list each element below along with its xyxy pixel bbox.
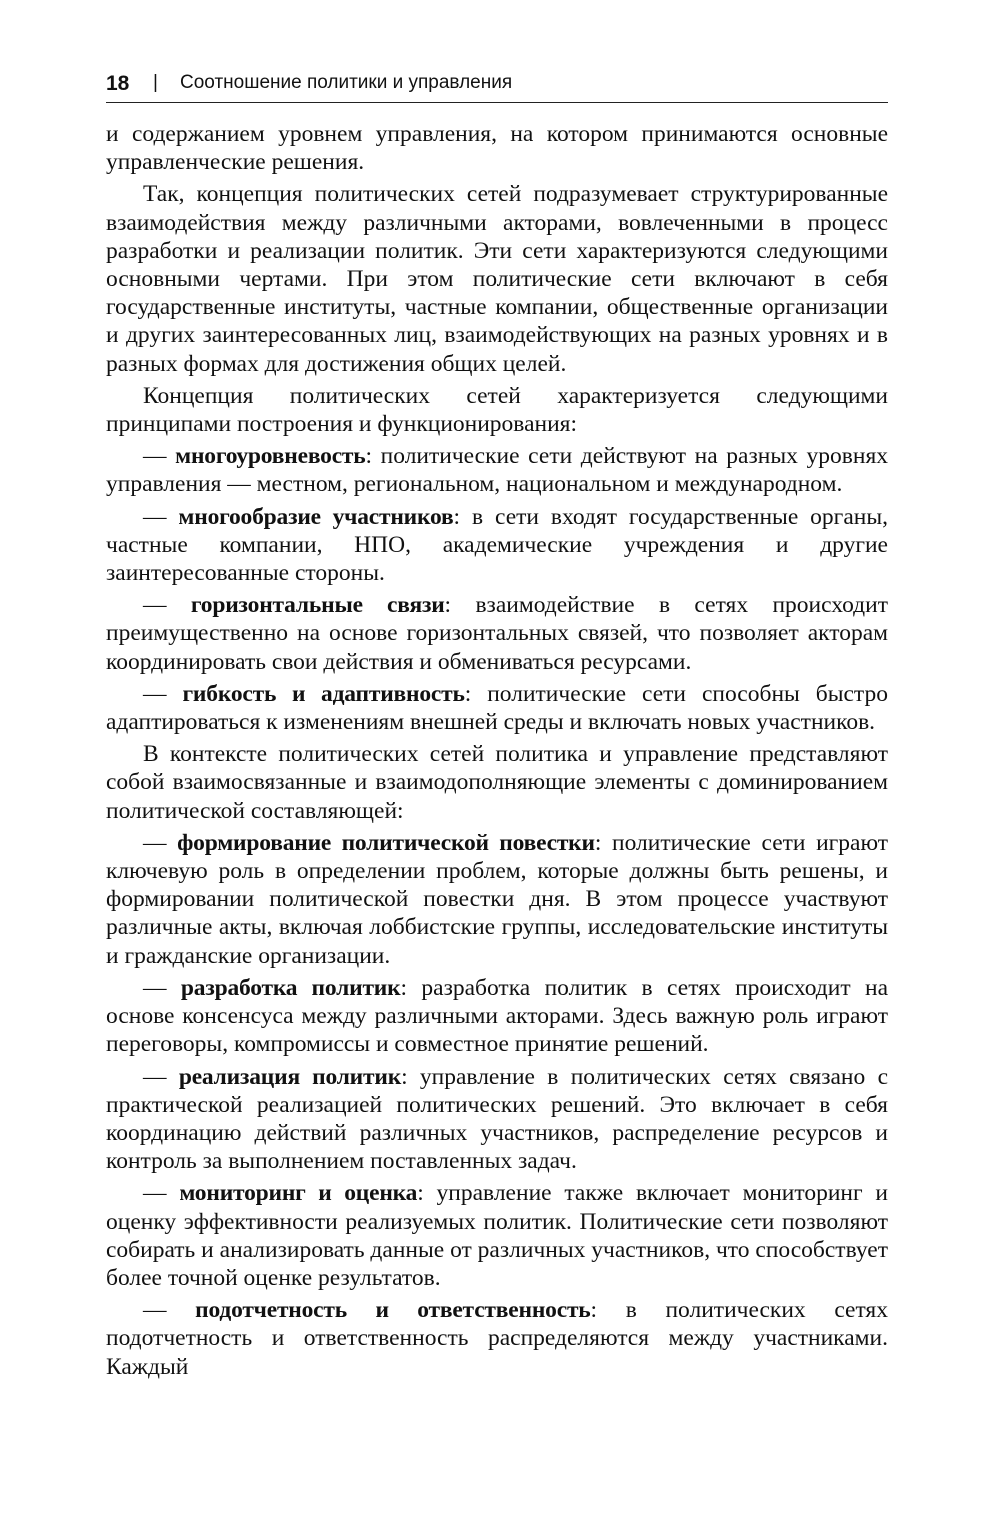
list-item: [106, 829, 888, 970]
list-dash: —: [143, 443, 176, 470]
paragraph-text: Так, концепция политических сетей подразумевает структурированные взаимодействия между различными акторами, вовлеченными в процесс разработки и реализации политик. Эти сети характеризуются следующими основными чертами. При этом политические сети включают в себя государственные институты, частные компании, общественные организации и других заинтересованных лиц, взаимодействующих на разных уровнях и в разных формах для достижения общих целей.: [106, 181, 888, 377]
list-term: мониторинг и оценка: [179, 1180, 418, 1207]
list-dash: —: [143, 829, 178, 856]
list-term: горизонтальные связи: [190, 592, 445, 619]
list-dash: —: [143, 503, 179, 530]
list-dash: —: [143, 974, 181, 1001]
page-body: [106, 120, 888, 1385]
list-term: гибкость и адаптивность: [182, 680, 465, 707]
list-text: : в сети входят государственные органы, частные компании, НПО, академические учреждения и другие заинтересованные стороны.: [106, 503, 888, 587]
paragraph-text: Концепция политических сетей характеризуется следующими принципами построения и функционирования:: [106, 382, 888, 438]
list-item: [106, 974, 888, 1059]
list-dash: —: [143, 680, 183, 707]
paragraph-text: В контексте политических сетей политика и управление представляют собой взаимосвязанные и взаимодополняющие элементы с доминированием политической составляющей:: [106, 741, 888, 824]
list-item: [106, 680, 888, 736]
list-term: реализация политик: [178, 1063, 402, 1090]
header-separator: |: [153, 72, 158, 93]
list-term: многообразие участников: [178, 503, 454, 530]
list-item: [106, 591, 888, 676]
page-number: 18: [106, 72, 130, 95]
list-dash: —: [143, 1063, 179, 1090]
list-item: [106, 1063, 888, 1176]
list-dash: —: [143, 592, 191, 619]
paragraph: [106, 120, 888, 176]
list-term: разработка политик: [180, 974, 401, 1001]
list-text: : взаимодействие в сетях происходит преимущественно на основе горизонтальных связей, что позволяет акторам координировать свои действия и обмениваться ресурсами.: [106, 592, 888, 675]
list-item: [106, 1296, 888, 1381]
list-term: подотчетность и ответственность: [195, 1297, 591, 1324]
list-text: : политические сети способны быстро адаптироваться к изменениям внешней среды и включать новых участников.: [106, 680, 888, 736]
list-text: : управление также включает мониторинг и оценку эффективности реализуемых политик. Политические сети позволяют собирать и анализировать данные от различных участников, что способствует более точной оценке результатов.: [106, 1180, 889, 1291]
list-term: формирование политической повестки: [177, 829, 595, 856]
running-header: [106, 72, 888, 102]
list-item: [106, 503, 888, 588]
list-text: : разработка политик в сетях происходит на основе консенсуса между различными акторами. Здесь важную роль играют переговоры, компромиссы и совместное принятие решений.: [106, 974, 889, 1058]
list-text: : политические сети играют ключевую роль в определении проблем, которые должны быть решены, и формировании политической повестки дня. В этом процессе участвуют различные акты, включая лоббистские группы, исследовательские институты и гражданские организации.: [106, 829, 888, 969]
list-item: [106, 442, 888, 498]
running-title: Соотношение политики и управления: [180, 72, 513, 93]
paragraph: [106, 180, 888, 377]
list-text: : управление в политических сетях связано с практической реализацией политических решений. Это включает в себя координацию действий различных участников, распределение ресурсов и контроль за выполнением поставленных задач.: [106, 1063, 889, 1175]
list-dash: —: [143, 1297, 196, 1324]
list-dash: —: [143, 1180, 180, 1207]
paragraph: [106, 382, 888, 438]
list-text: : политические сети действуют на разных уровнях управления — местном, региональном, национальном и международном.: [106, 443, 888, 498]
paragraph: [106, 740, 888, 825]
list-item: [106, 1179, 888, 1292]
header-rule: [106, 102, 888, 103]
list-text: : в политических сетях подотчетность и ответственность распределяются между участниками. Каждый: [106, 1297, 888, 1380]
list-term: многоуровневость: [175, 443, 366, 470]
paragraph-text: и содержанием уровнем управления, на котором принимаются основные управленческие решения.: [106, 121, 888, 176]
